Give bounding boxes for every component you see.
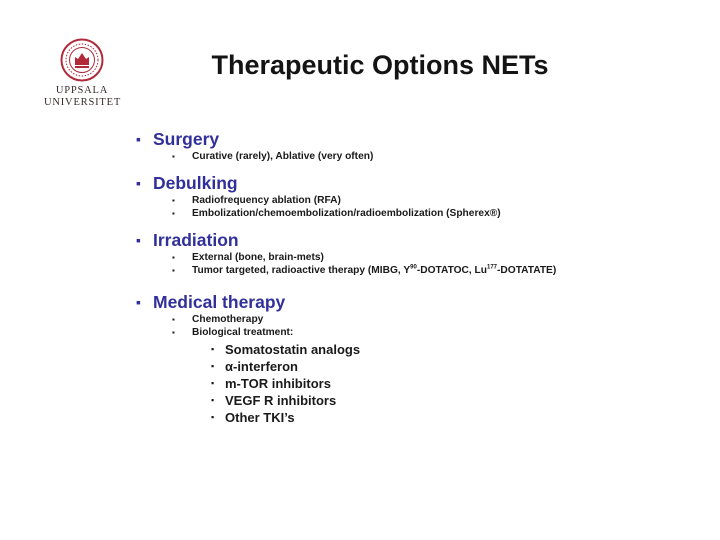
list-item: ▪ Embolization/chemoembolization/radioembolization (Spherex®)	[172, 208, 501, 219]
section-medical-therapy	[136, 291, 696, 313]
list-item: ▪ External (bone, brain-mets)	[172, 252, 324, 263]
bullet-square-icon: ▪	[172, 315, 175, 324]
list-item: ▪ Radiofrequency ablation (RFA)	[172, 195, 341, 206]
bullet-square-icon: ▪	[172, 266, 175, 275]
bullet-square-icon: ▪	[172, 209, 175, 218]
bullet-square-icon: ▪	[211, 378, 215, 388]
bullet-square-icon: ▪	[136, 232, 141, 248]
section-heading: Irradiation	[153, 230, 239, 250]
section-irradiation	[136, 229, 696, 251]
slide-content	[136, 128, 696, 426]
section-heading: Medical therapy	[153, 292, 286, 312]
list-item: ▪ VEGF R inhibitors	[211, 393, 337, 408]
logo-line-2: UNIVERSITET	[44, 97, 122, 108]
bullet-square-icon: ▪	[136, 294, 141, 310]
list-item: ▪ Biological treatment:	[172, 327, 294, 338]
section-surgery	[136, 128, 696, 150]
list-item: ▪ m-TOR inhibitors	[211, 376, 331, 391]
bullet-square-icon: ▪	[211, 412, 215, 422]
bullet-square-icon: ▪	[172, 253, 175, 262]
list-item: ▪ Chemotherapy	[172, 314, 264, 325]
list-item: ▪ Other TKI’s	[211, 410, 295, 425]
bullet-square-icon: ▪	[172, 196, 175, 205]
list-item: ▪ Tumor targeted, radioactive therapy (MIBG, $Y^{90}$-DOTATOC, Lu$^{177}$-DOTATATE)	[172, 264, 557, 276]
bullet-square-icon: ▪	[172, 152, 175, 161]
bullet-square-icon: ▪	[211, 344, 215, 354]
bullet-square-icon: ▪	[211, 361, 215, 371]
bullet-square-icon: ▪	[211, 395, 215, 405]
bullet-square-icon: ▪	[172, 328, 175, 337]
section-heading: Debulking	[153, 173, 238, 193]
bullet-square-icon: ▪	[136, 131, 141, 147]
logo-line-1: UPPSALA	[55, 85, 109, 96]
section-heading: Surgery	[153, 129, 220, 149]
list-item: ▪ Curative (rarely), Ablative (very often)	[172, 151, 374, 162]
slide-title: Therapeutic Options NETs	[211, 50, 549, 80]
section-debulking	[136, 172, 696, 194]
list-item: ▪ Somatostatin analogs	[211, 342, 361, 357]
bullet-square-icon: ▪	[136, 175, 141, 191]
list-item: ▪ α-interferon	[211, 359, 298, 374]
